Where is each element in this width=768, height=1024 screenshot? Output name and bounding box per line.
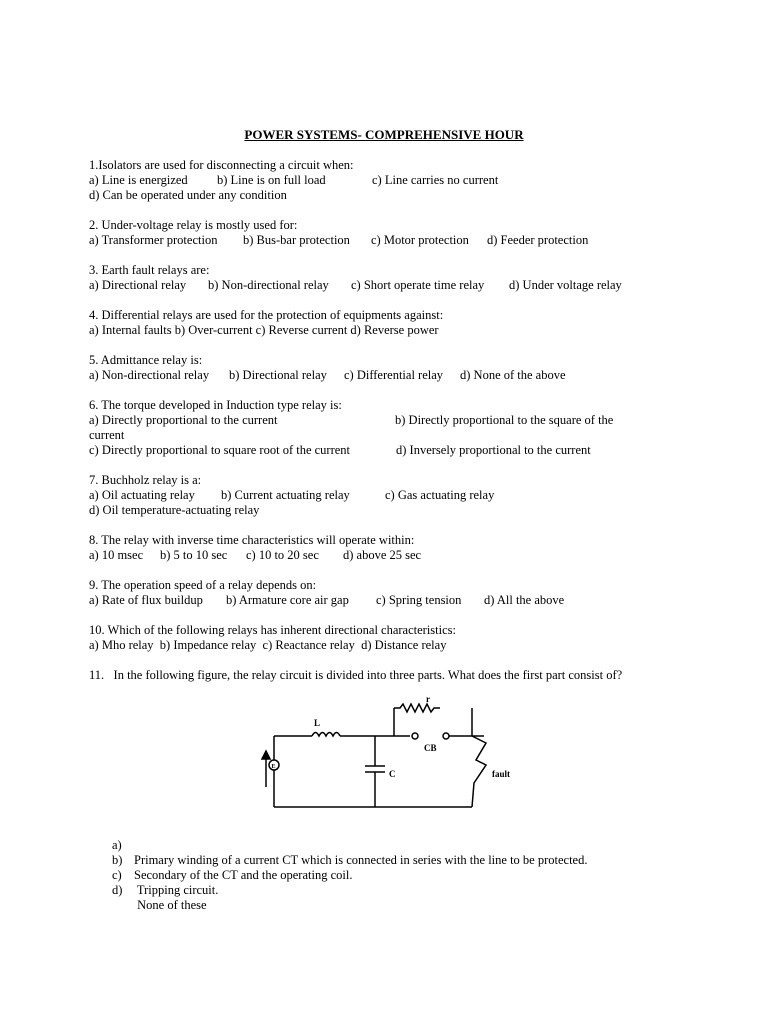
q2-option-c: c) Motor protection bbox=[371, 233, 469, 247]
breaker-label: CB bbox=[424, 743, 437, 753]
q1-option-c: c) Line carries no current bbox=[372, 173, 499, 187]
q6-option-c: c) Directly proportional to square root of the current bbox=[89, 443, 351, 457]
q11-option-b bbox=[112, 838, 353, 882]
q3-option-a: a) Directional relay bbox=[89, 278, 187, 292]
q8-option-d: d) above 25 sec bbox=[343, 548, 422, 562]
page-title: POWER SYSTEMS- COMPREHENSIVE HOUR bbox=[244, 127, 524, 142]
question-10: 10. Which of the following relays has inherent directional characteristics: bbox=[89, 623, 457, 637]
q5-option-b: b) Directional relay bbox=[229, 368, 327, 382]
q1-option-d: d) Can be operated under any condition bbox=[89, 188, 287, 202]
q3-option-b: b) Non-directional relay bbox=[208, 278, 329, 292]
question-5: 5. Admittance relay is: bbox=[89, 353, 203, 367]
resistor-label: r bbox=[426, 694, 430, 704]
option-letter: b) bbox=[112, 853, 123, 867]
question-4: 4. Differential relays are used for the protection of equipments against: bbox=[89, 308, 444, 322]
resistor-symbol bbox=[394, 704, 440, 712]
q1-option-a: a) Line is energized bbox=[89, 173, 188, 187]
source-label: E bbox=[271, 764, 276, 770]
q11-option-c bbox=[112, 853, 219, 897]
q6-option-d: d) Inversely proportional to the current bbox=[396, 443, 591, 457]
q8-option-c: c) 10 to 20 sec bbox=[246, 548, 319, 562]
q5-option-a: a) Non-directional relay bbox=[89, 368, 210, 382]
q9-option-c: c) Spring tension bbox=[376, 593, 462, 607]
q8-option-b: b) 5 to 10 sec bbox=[160, 548, 228, 562]
q10-options: a) Mho relay b) Impedance relay c) Reactance relay d) Distance relay bbox=[89, 638, 447, 652]
current-arrow-head bbox=[262, 751, 270, 759]
option-text: None of these bbox=[134, 898, 207, 912]
question-8: 8. The relay with inverse time characteristics will operate within: bbox=[89, 533, 415, 547]
relay-circuit-diagram bbox=[262, 694, 510, 813]
q9-option-d: d) All the above bbox=[484, 593, 565, 607]
question-11: 11. In the following figure, the relay circuit is divided into three parts. What does the first part consist of? bbox=[89, 668, 623, 682]
option-text: Primary winding of a current CT which is connected in series with the line to be protected. bbox=[134, 853, 588, 867]
q4-options: a) Internal faults b) Over-current c) Reverse current d) Reverse power bbox=[89, 323, 439, 337]
option-letter: d) bbox=[112, 883, 123, 897]
q6-option-a: a) Directly proportional to the current bbox=[89, 413, 278, 427]
q7-option-c: c) Gas actuating relay bbox=[385, 488, 495, 502]
breaker-contact-right bbox=[443, 733, 449, 739]
q8-option-a: a) 10 msec bbox=[89, 548, 144, 562]
question-7: 7. Buchholz relay is a: bbox=[89, 473, 202, 487]
q3-option-c: c) Short operate time relay bbox=[351, 278, 485, 292]
q7-option-d: d) Oil temperature-actuating relay bbox=[89, 503, 260, 517]
q11-option-a bbox=[112, 823, 588, 867]
q5-option-d: d) None of the above bbox=[460, 368, 566, 382]
q3-option-d: d) Under voltage relay bbox=[509, 278, 622, 292]
q11-answer-list bbox=[112, 823, 588, 912]
q7-option-b: b) Current actuating relay bbox=[221, 488, 350, 502]
q1-option-b: b) Line is on full load bbox=[217, 173, 326, 187]
question-1: 1.Isolators are used for disconnecting a circuit when: bbox=[89, 158, 354, 172]
breaker-contact-left bbox=[412, 733, 418, 739]
fault-label: fault bbox=[492, 769, 510, 779]
question-6: 6. The torque developed in Induction type relay is: bbox=[89, 398, 342, 412]
question-9: 9. The operation speed of a relay depends on: bbox=[89, 578, 317, 592]
q6-option-b-continued: current bbox=[89, 428, 125, 442]
q2-option-b: b) Bus-bar protection bbox=[243, 233, 350, 247]
q7-option-a: a) Oil actuating relay bbox=[89, 488, 195, 502]
q2-option-d: d) Feeder protection bbox=[487, 233, 589, 247]
q9-option-a: a) Rate of flux buildup bbox=[89, 593, 203, 607]
question-3: 3. Earth fault relays are: bbox=[89, 263, 210, 277]
inductor-label: L bbox=[314, 718, 321, 728]
inductor-symbol bbox=[312, 733, 340, 737]
option-text: Tripping circuit. bbox=[134, 883, 219, 897]
option-letter: a) bbox=[112, 838, 122, 852]
q6-option-b: b) Directly proportional to the square of the bbox=[395, 413, 614, 427]
option-text: Secondary of the CT and the operating coil. bbox=[134, 868, 353, 882]
fault-zigzag bbox=[472, 736, 486, 807]
question-2: 2. Under-voltage relay is mostly used for: bbox=[89, 218, 298, 232]
option-letter: c) bbox=[112, 868, 122, 882]
q5-option-c: c) Differential relay bbox=[344, 368, 444, 382]
capacitor-label: C bbox=[389, 769, 396, 779]
q2-option-a: a) Transformer protection bbox=[89, 233, 218, 247]
q9-option-b: b) Armature core air gap bbox=[226, 593, 349, 607]
